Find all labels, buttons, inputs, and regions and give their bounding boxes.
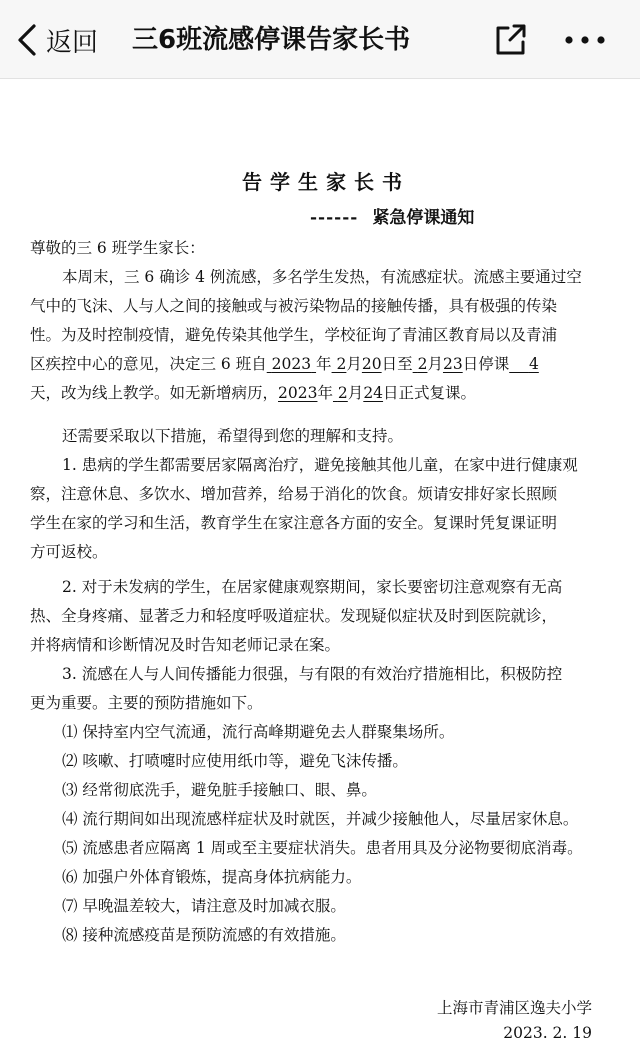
more-dots-icon [560, 24, 610, 56]
text: 年 [316, 355, 332, 373]
share-icon [490, 20, 530, 60]
paragraph-line: 2. 对于未发病的学生，在居家健康观察期间，家长要密切注意观察有无高 [62, 578, 563, 596]
back-label: 返回 [46, 27, 99, 58]
measure-item: ⑺ 早晚温差较大，请注意及时加减衣服。 [62, 897, 346, 915]
navigation-bar [0, 0, 640, 79]
reopen-month: 2 [337, 384, 348, 402]
text: 月 [427, 355, 443, 373]
paragraph-line: 还需要采取以下措施，希望得到您的理解和支持。 [62, 427, 404, 445]
text: 月 [346, 355, 362, 373]
closure-days: 4 [528, 355, 539, 373]
text: 日正式复课。 [383, 384, 477, 402]
measure-item: ⑵ 咳嗽、打喷嚏时应使用纸巾等，避免飞沫传播。 [62, 752, 408, 770]
paragraph-line: 本周末，三 6 确诊 4 例流感，多名学生发热，有流感症状。流感主要通过空 [62, 268, 582, 286]
paragraph-line: 3. 流感在人与人间传播能力很强，与有限的有效治疗措施相比，积极防控 [62, 665, 563, 683]
share-button[interactable] [490, 20, 530, 60]
notice-title: 告学生家长书 [242, 170, 410, 194]
text: 年 [317, 384, 333, 402]
measure-item: ⑴ 保持室内空气流通，流行高峰期避免去人群聚集场所。 [62, 723, 455, 741]
text: 天，改为线上教学。如无新增病历， [30, 384, 279, 402]
measure-item: ⑹ 加强户外体育锻炼，提高身体抗病能力。 [62, 868, 362, 886]
signature-date: 2023. 2. 19 [503, 1024, 592, 1042]
paragraph-line-closure-dates [30, 352, 539, 374]
paragraph-line: 1. 患病的学生都需要居家隔离治疗，避免接触其他儿童，在家中进行健康观 [62, 456, 578, 474]
closure-start-day: 20 [361, 355, 382, 373]
paragraph-line: 性。为及时控制疫情，避免传染其他学生，学校征询了青浦区教育局以及青浦 [30, 326, 558, 344]
paragraph-line: 学生在家的学习和生活，教育学生在家注意各方面的安全。复课时凭复课证明 [30, 514, 558, 532]
closure-start-year: 2023 [271, 355, 312, 373]
notice-document [0, 78, 640, 1048]
notice-subtitle [310, 203, 474, 228]
paragraph-line: 并将病情和诊断情况及时告知老师记录在案。 [30, 636, 341, 654]
signature: 上海市青浦区逸夫小学 [436, 999, 592, 1017]
more-button[interactable] [560, 24, 610, 56]
measure-item: ⑶ 经常彻底洗手，避免脏手接触口、眼、鼻。 [62, 781, 377, 799]
chevron-left-icon [16, 23, 38, 57]
back-button[interactable] [16, 18, 98, 62]
paragraph-line: 热、全身疼痛、显著乏力和轻度呼吸道症状。发现疑似症状及时到医院就诊， [30, 607, 558, 625]
measure-item: ⑸ 流感患者应隔离 1 周或至主要症状消失。患者用具及分泌物要彻底消毒。 [62, 839, 583, 857]
salutation: 尊敬的三 6 班学生家长： [30, 239, 205, 257]
paragraph-line-reopen-date [30, 381, 476, 403]
page-title: 三6班流感停课告家长书 [132, 25, 411, 55]
closure-start-month: 2 [336, 355, 347, 373]
text: 区疾控中心的意见，决定三 6 班自 [30, 355, 267, 373]
closure-end-day: 23 [442, 355, 463, 373]
text: 日停课 [462, 355, 510, 373]
measure-item: ⑻ 接种流感疫苗是预防流感的有效措施。 [62, 926, 346, 944]
text: 日至 [381, 355, 413, 373]
closure-end-month: 2 [417, 355, 428, 373]
paragraph-line: 更为重要。主要的预防措施如下。 [30, 694, 263, 712]
paragraph-line: 气中的飞沫、人与人之间的接触或与被污染物品的接触传播，具有极强的传染 [30, 297, 558, 315]
text: 月 [347, 384, 364, 402]
subtitle-text: 紧急停课通知 [372, 208, 475, 228]
subtitle-dash: ------ [310, 208, 359, 228]
paragraph-line: 方可返校。 [30, 543, 108, 561]
paragraph-line: 察，注意休息、多饮水、增加营养，给易于消化的饮食。烦请安排好家长照顾 [30, 485, 558, 503]
measure-item: ⑷ 流行期间如出现流感样症状及时就医，并减少接触他人，尽量居家休息。 [62, 810, 579, 828]
reopen-year: 2023 [278, 384, 318, 402]
reopen-day: 24 [363, 384, 384, 402]
